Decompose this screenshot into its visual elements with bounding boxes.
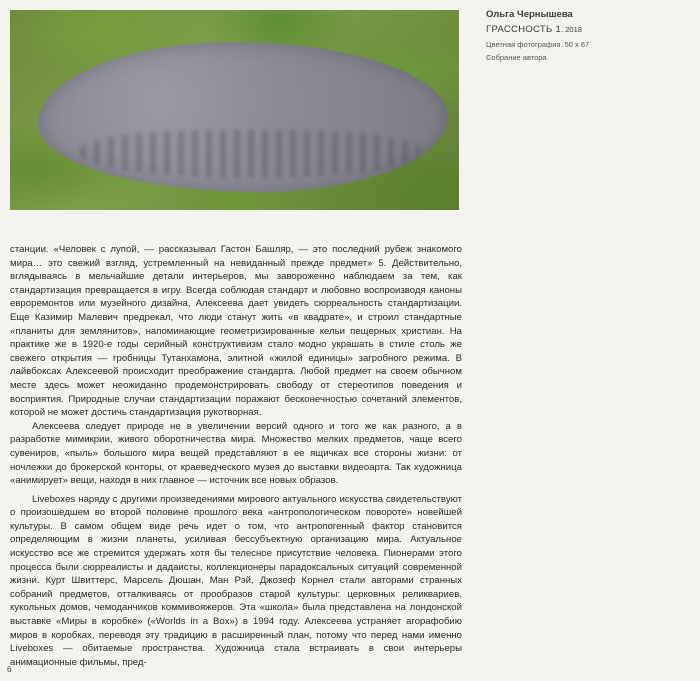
caption-title-text: ГРАССНОСТЬ 1 — [486, 24, 562, 35]
artwork-photo — [10, 10, 459, 210]
caption-title — [486, 24, 686, 35]
article-body — [10, 243, 462, 669]
page-number: 6 — [7, 665, 12, 674]
caption-collection: Собрание автора — [486, 53, 547, 62]
paragraph-3: Liveboxes наряду с другими произведениями мирового актуального искусства свидетельствуют о произошедшем во второй половине прошлого века «антропологическом повороте» новейшей культуры. В самом общем виде речь идет о том, что антропогенный фактор становится определяющим в жизни планеты, усиливая бессубъектную организацию мира. Актуальное искусство все же стремится удержать хотя бы телесное присутствие человека. Пионерами этого процесса были сюрреалисты и дадаисты, коллекционеры парадоксальных ситуаций современной жизни. Курт Швиттерс, Марсель Дюшан, Ман Рэй, Джозеф Корнел стали авторами странных собраний предметов, отталкиваясь от прообразов старой культуры: церковных реликвариев, кукольных домов, чемоданчиков коммивояжеров. Эта «школа» была представлена на лондонской выставке «Миры в коробке» («Worlds in a Box») в 1994 году. Алексеева устраняет агорафобию миров в коробках, переводя эту традицию в расширенный план, потому что перед нами именно Liveboxes — обитаемые пространства. Художница стала встраивать в свои интерьеры анимационные фильмы, пред- — [10, 493, 462, 668]
paragraph-2: Алексеева следует природе не в увеличении версий одного и того же как разного, а в разработке мимикрии, живого оборотничества мира. Множество мелких предметов, чаще всего сувениров, «пыль» большого мира вещей представляют в ее ящичках все стороны жизни: от ночлежки до брокерской конторы, от краеведческого музея до выставки видеоарта. Так художница «анимирует» вещи, находя в них главное — источник все новых образов. — [10, 420, 462, 487]
grass-shadow — [80, 130, 420, 178]
caption-medium: Цветная фотография. 50 х 67 — [486, 40, 590, 49]
paragraph-1: станции. «Человек с лупой, — рассказывал Гастон Башляр, — это последний рубеж знакомого мира… это свежий взгляд, устремленный на невиданный прежде предмет» 5. Действительно, вглядываясь в мельчайшие детали интерьеров, мы завороженно наблюдаем за тем, как стандартизация превращается в игру. Всегда соблюдая стандарт и любовно воспроизводя каноны евроремонтов или музейного дизайна, Алексеева дает увидеть сюрреальность стандартизации. Еще Казимир Малевич предрекал, что люди станут жить «в квадрате», и строил стандартные «планиты для землянитов», напоминающие геометризированные кельи пещерных христиан. На практике же в 1920-е годы серийный конструктивизм стало модно украшать в стиле столь же свежего открытия — гробницы Тутанхамона, элитной «жилой единицы» загробного режима. В лайвбоксах Алексеевой происходит преображение стандарта. Любой предмет на своем обычном месте здесь может неожиданно продемонстрировать свободу от стереотипов поведения и восприятия. Природные случаи стандартизации поражают бесконечностью сочетаний элементов, которой не может достичь стандартизация рукотворная. — [10, 244, 462, 419]
caption-year: . 2018 — [561, 25, 582, 34]
caption-author: Ольга Чернышева — [486, 9, 573, 20]
artwork-caption — [486, 9, 686, 66]
